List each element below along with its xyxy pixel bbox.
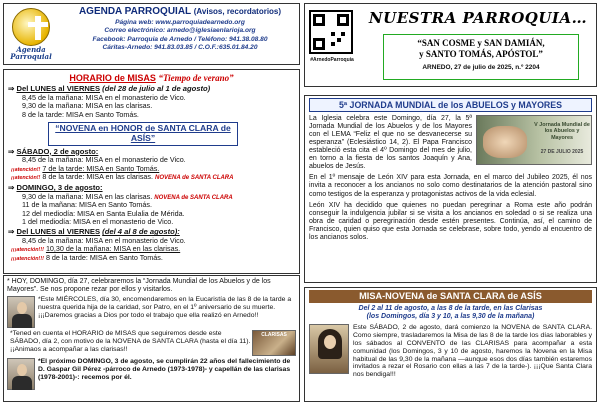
poster-date: 27 DE JULIO 2025 — [540, 149, 584, 156]
novena-article — [304, 287, 597, 402]
agenda-title — [62, 6, 298, 18]
sor-patro-photo — [7, 296, 35, 328]
schedule-line-text: 8 de la tarde: MISA en Santo Tomás. — [45, 252, 163, 262]
notice-row — [7, 296, 296, 328]
issue-date: ARNEDO, 27 de julio de 2025, n.º 2204 — [422, 63, 540, 71]
schedule-line: 8,45 de la mañana: MISA en el monasterio de Vico. — [22, 93, 186, 103]
arrow-icon: ⇒ — [8, 146, 17, 156]
parish-logo — [6, 8, 56, 62]
novena-content — [309, 324, 592, 379]
attention-label: ¡¡¡atención!!! — [11, 247, 44, 254]
notice-novena-schedule: *Tened en cuenta el HORARIO de MISAS que seguiremos desde este SÁBADO, día 2, con motivo de la NOVENA de SANTA CLARA (hasta el día 11). ¡¡Animaos a acompañar a las clarisas!! — [10, 330, 251, 353]
notice-memorial-text: *El próximo DOMINGO, 3 de agosto, se cumplirán 22 años del fallecimiento de D. Gaspar Gil Pérez -párroco de Arnedo (1973-1978)- y capellán de las clarisas (1978-2001)-: recemos por él. — [38, 358, 291, 381]
agenda-title-sub: (Avisos, recordatorios) — [193, 7, 282, 16]
notice-grandparents-day: * HOY, DOMINGO, día 27, celebraremos la “Jornada Mundial de los Abuelos y de los Mayores”. Se nos propone rezar por ellos y visitarlos. — [7, 278, 271, 294]
block-heading: SÁBADO, 2 de agosto: — [16, 146, 99, 156]
email-link[interactable]: Correo electrónico: arnedo@iglesiaenlarioja.org — [104, 27, 256, 35]
notice-row — [7, 358, 296, 390]
patron-saints-box — [383, 34, 579, 80]
novena-tag: NOVENA de SANTA CLARA — [155, 174, 234, 181]
block-heading: Del LUNES al VIERNES — [16, 227, 101, 237]
qr-code-icon[interactable] — [309, 10, 353, 54]
attention-label: ¡¡atención!! — [11, 174, 41, 181]
block-heading: DOMINGO, 3 de agosto: — [16, 182, 103, 192]
left-column — [3, 3, 300, 402]
novena-text: Este SÁBADO, 2 de agosto, dará comienzo la NOVENA de SANTA CLARA. Como siempre, trasladaremos la Misa de las 8 de la tarde los días laborables y los sábados al CONVENTO de las CLARISAS para acompañar a esta comunidad (los Domingos, 3 y 10 de agosto, haremos la Novena en la Misa habitual de las 9,30 de la mañana —aunque esos dos días también estaremos invitados a rezar el Rosario con ellas a las 7 de la tarde-). ¡¡¡Que Santa Clara nos bendiga!!! — [353, 324, 592, 379]
facebook-phone: Facebook: Parroquia de Arnedo / Teléfono: 941.38.08.80 — [92, 35, 268, 43]
notice-memorial — [35, 358, 296, 390]
novena-banner — [48, 122, 238, 146]
patron-saints-line2: y SANTO TOMÁS, APÓSTOL” — [419, 48, 543, 59]
arrow-icon: ⇒ — [8, 182, 17, 192]
schedule-title — [8, 73, 295, 83]
bulletin-title: NUESTRA PARROQUIA… — [368, 9, 588, 27]
clarisas-label: CLARISAS — [261, 332, 287, 339]
block-dates: (del 4 al 8 de agosto): — [102, 227, 180, 237]
website-link[interactable]: Página web: www.parroquiadearnedo.org — [115, 18, 245, 26]
novena-banner-text: “NOVENA en HONOR de SANTA CLARA de ASÍS” — [55, 122, 231, 143]
jornada-poster — [476, 115, 592, 165]
article-paragraph: En el 1º mensaje de León XIV para esta Jornada, en el marco del Jubileo 2025, él nos invita a reconocer a los ancianos no solo como destinatarios de la atención pastoral sino como testigos de la esperanza y protagonistas activos de la vida eclesial. — [309, 174, 592, 198]
poster-text: V Jornada Mundial de los Abuelos y Mayores — [534, 122, 590, 141]
hands-image — [483, 126, 527, 158]
novena-title: MISA-NOVENA de SANTA CLARA de ASÍS — [309, 290, 592, 303]
schedule-line-text: 8 de la tarde: MISA en las clarisas. — [42, 171, 154, 181]
block-heading: Del LUNES al VIERNES — [16, 84, 101, 94]
santa-clara-image — [309, 324, 349, 374]
grandparents-day-article — [304, 95, 597, 283]
arrow-icon: ⇒ — [8, 84, 17, 94]
hashtag: #ArnedoParroquia — [310, 57, 354, 63]
article-paragraph: La Iglesia celebra este Domingo, día 27, la 5ª Jornada Mundial de los Abuelos y de los Mayores con el LEMA “Feliz el que no se desvanecerse su esperanza” (Eclesiástico 14, 2). El Papa Francisco estableció esta cita el 4º Domingo del mes de julio, en torno a la fiesta de los santos Joaquín y Ana, abuelos de Jesús. — [309, 115, 472, 171]
schedule-line: 1 del mediodía: MISA en el monasterio de Vico. — [22, 217, 174, 226]
attention-label: ¡¡atención!! — [11, 166, 41, 173]
novena-subtitle-line1: Del 2 al 11 de agosto, a las 8 de la tarde, en las Clarisas — [358, 304, 543, 312]
schedule-title-main: HORARIO de MISAS — [69, 73, 156, 83]
agenda-header — [3, 3, 300, 65]
notices-box — [3, 275, 300, 402]
clarisas-image — [252, 330, 296, 356]
arrow-icon: ⇒ — [8, 227, 17, 237]
parish-header — [304, 3, 597, 87]
schedule-line: 8,45 de la mañana: MISA en el monasterio de Vico. — [22, 155, 186, 165]
article-body — [309, 115, 592, 242]
logo-text: Agenda Parroquial — [10, 45, 52, 61]
schedule-line — [8, 173, 295, 182]
logo-emblem-icon — [12, 8, 50, 46]
block-dates: (del 28 de julio al 1 de agosto) — [102, 84, 211, 94]
agenda-title-main: AGENDA PARROQUIAL — [78, 6, 191, 17]
mass-schedule — [3, 69, 300, 274]
novena-subtitle — [309, 305, 592, 322]
agenda-contact-info — [62, 6, 298, 52]
article-paragraph: León XIV ha decidido que quienes no puedan peregrinar a Roma este año podrán conseguir la indulgencia jubilar si se visita a los ancianos en soledad o si se realiza una obra de caridad o peregrinación desde estén presentes. Continúa, así, el camino de Francisco, quien quiso que esta Jornada se celebrase, sobre todo, yendo al encuentro de los ancianos solos. — [309, 201, 592, 241]
schedule-line: 11 de la mañana: MISA en Santo Tomás. — [22, 200, 152, 210]
right-column — [304, 3, 597, 402]
schedule-line-text: 7 de la tarde: MISA en Santo Tomás. — [42, 163, 160, 173]
novena-tag: NOVENA de SANTA CLARA — [154, 194, 233, 201]
schedule-line-text: 9,30 de la mañana: MISA en las clarisas. — [22, 191, 153, 201]
schedule-title-season: “Tiempo de verano” — [158, 73, 234, 83]
article-title: 5ª JORNADA MUNDIAL de los ABUELOS y MAYORES — [309, 98, 592, 112]
patron-saints-line1: “SAN COSME y SAN DAMIÁN, — [417, 38, 545, 48]
schedule-line: 12 del mediodía: MISA en Santa Eulalia de Mérida. — [22, 208, 185, 218]
gaspar-gil-photo — [7, 358, 35, 390]
notice-row — [7, 330, 296, 356]
schedule-line: 8 de la tarde: MISA en Santo Tomás. — [22, 109, 139, 119]
attention-label: ¡¡¡atención!!! — [11, 255, 44, 262]
schedule-line-text: 10,30 de la mañana: MISA en las clarisas. — [45, 244, 181, 254]
novena-subtitle-line2: (los Domingos, día 3 y 10, a las 9,30 de la mañana) — [366, 312, 535, 320]
schedule-line — [8, 254, 295, 262]
notice-anniversary: *Este MIÉRCOLES, día 30, encomendaremos en la Eucaristía de las 8 de la tarde a nuestra querida hija de la caridad, sor Patro, en el 1º aniversario de su muerte. ¡¡¡Daremos gracias a Dios por todo el trabajo que ella realizó en Arnedo!! — [38, 296, 292, 319]
caritas-phone: Cáritas-Arnedo: 941.83.03.85 / C.O.F.:635.01.84.20 — [102, 44, 258, 52]
schedule-line: 9,30 de la mañana: MISA en las clarisas. — [22, 101, 153, 111]
schedule-line: 8,45 de la mañana: MISA en el monasterio de Vico. — [22, 236, 186, 245]
